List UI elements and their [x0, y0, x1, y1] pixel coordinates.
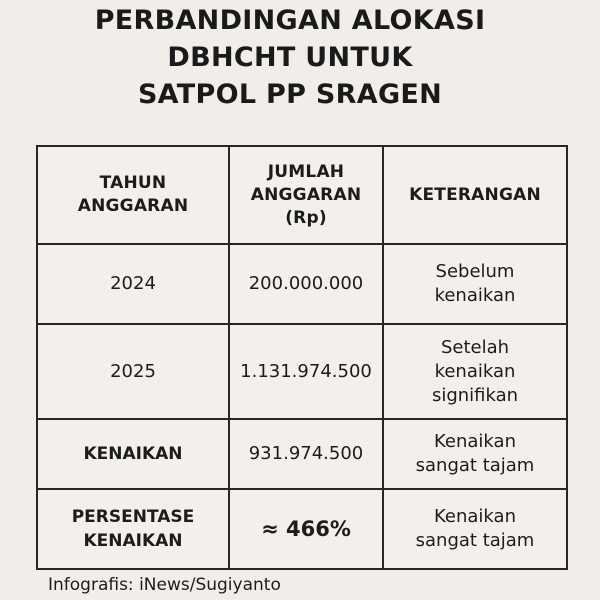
table-row	[37, 489, 567, 569]
cell-note-kenaikan: Kenaikan sangat tajam	[383, 419, 567, 489]
cell-amount-persentase: ≈ 466%	[229, 489, 383, 569]
cell-year-2025: 2025	[37, 324, 229, 419]
cell-label-persentase: PERSENTASE KENAIKAN	[37, 489, 229, 569]
table-row	[37, 419, 567, 489]
header-keterangan: KETERANGAN	[383, 146, 567, 244]
cell-note-2024: Sebelum kenaikan	[383, 244, 567, 324]
title-line-1: PERBANDINGAN ALOKASI	[94, 5, 486, 36]
source-credit: Infografis: iNews/Sugiyanto	[48, 575, 281, 595]
comparison-table	[36, 145, 568, 570]
page-title	[0, 2, 580, 113]
cell-amount-2024: 200.000.000	[229, 244, 383, 324]
title-line-2: DBHCHT UNTUK	[167, 42, 413, 73]
table-header-row	[37, 146, 567, 244]
header-jumlah-anggaran: JUMLAH ANGGARAN (Rp)	[229, 146, 383, 244]
cell-year-2024: 2024	[37, 244, 229, 324]
cell-note-persentase: Kenaikan sangat tajam	[383, 489, 567, 569]
cell-amount-kenaikan: 931.974.500	[229, 419, 383, 489]
title-line-3: SATPOL PP SRAGEN	[137, 79, 443, 110]
cell-note-2025: Setelah kenaikan signifikan	[383, 324, 567, 419]
header-tahun-anggaran: TAHUN ANGGARAN	[37, 146, 229, 244]
table-row	[37, 324, 567, 419]
table-row	[37, 244, 567, 324]
cell-amount-2025: 1.131.974.500	[229, 324, 383, 419]
cell-label-kenaikan: KENAIKAN	[37, 419, 229, 489]
